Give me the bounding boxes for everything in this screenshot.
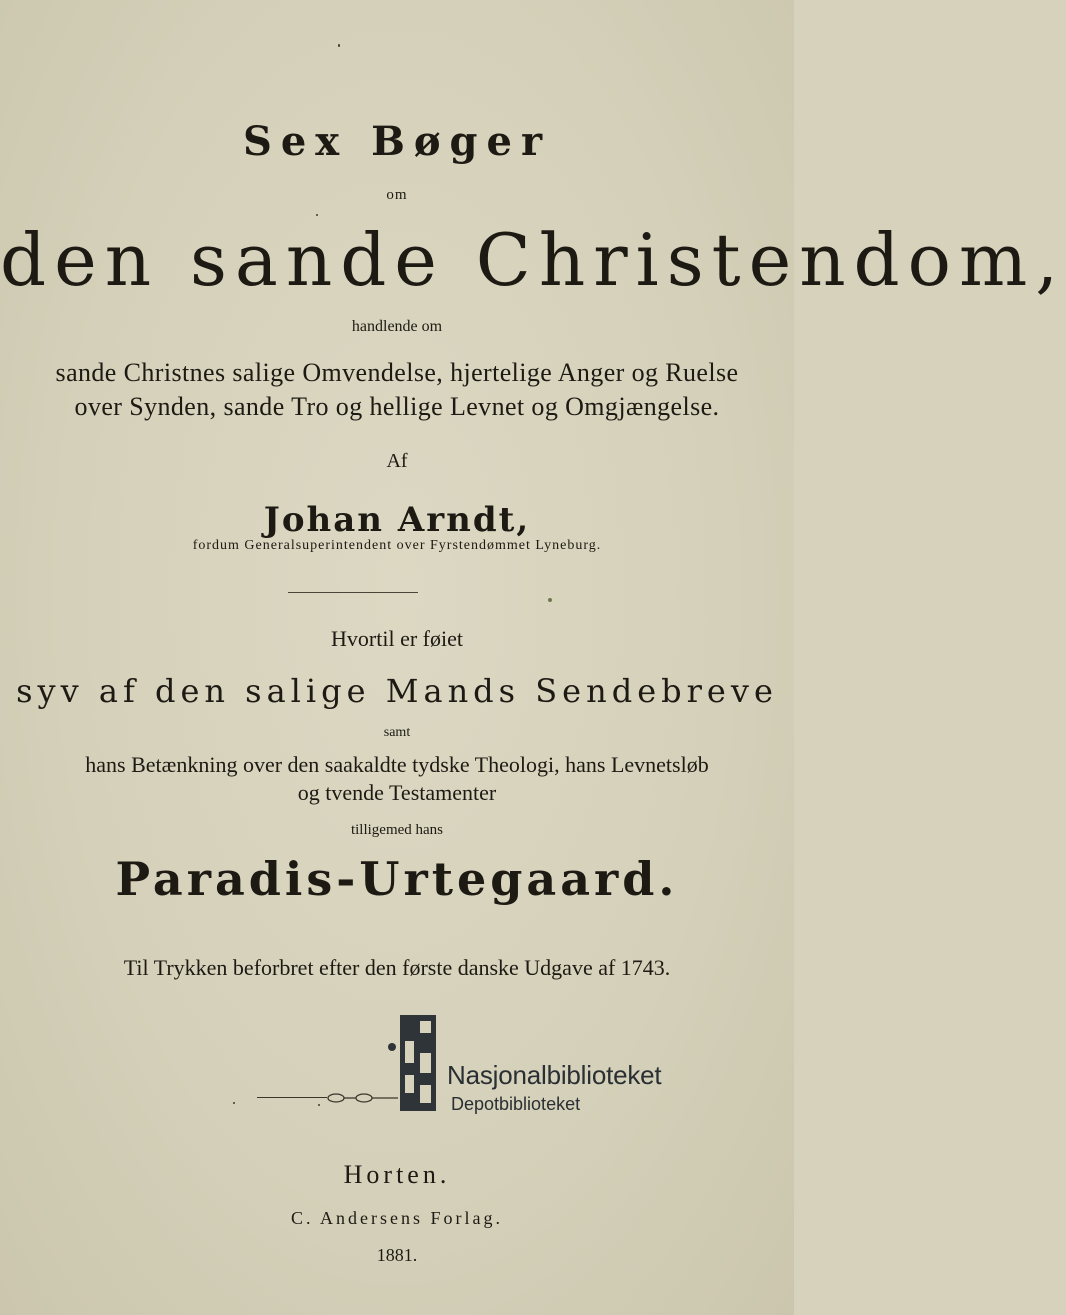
additions-paradis: Paradis-Urtegaard.: [115, 852, 679, 906]
nasjonalbiblioteket-logo-icon: [398, 1015, 438, 1111]
imprint-place: Horten.: [343, 1160, 451, 1189]
paper-speck: [233, 1102, 235, 1104]
title-line-1: Sex Bøger: [242, 118, 552, 165]
additions-samt: samt: [383, 725, 411, 740]
additions-betaenkning-line-2: og tvende Testamenter: [297, 780, 497, 805]
title-handlende: handlende om: [351, 318, 443, 335]
additions-betaenkning-line-1: hans Betænkning over den saakaldte tydske Theologi, hans Levnetsløb: [85, 752, 709, 777]
additions-tilligemed: tilligemed hans: [350, 822, 444, 838]
description-line-1: sande Christnes salige Omvendelse, hjertelige Anger og Ruelse: [55, 358, 739, 387]
title-om: om: [386, 187, 408, 203]
stamp-library-sub: Depotbiblioteket: [451, 1094, 581, 1114]
author-af: Af: [386, 450, 408, 472]
author-name: Johan Arndt,: [263, 500, 531, 540]
stamp-rule: [257, 1097, 327, 1098]
paper-speck: [548, 598, 552, 602]
divider-rule: [288, 592, 418, 593]
imprint-publisher: C. Andersens Forlag.: [291, 1208, 503, 1228]
imprint-year: 1881.: [376, 1245, 418, 1265]
author-title: fordum Generalsuperintendent over Fyrstendømmet Lyneburg.: [192, 538, 602, 553]
additions-syv: syv af den salige Mands Sendebreve: [16, 672, 778, 710]
paper-speck: [316, 214, 318, 216]
additions-hvortil: Hvortil er føiet: [331, 626, 463, 651]
description-line-2: over Synden, sande Tro og hellige Levnet og Omgjængelse.: [74, 392, 720, 421]
edition-note: Til Trykken beforbret efter den første danske Udgave af 1743.: [123, 955, 671, 980]
title-line-2: den sande Christendom,: [0, 218, 1066, 302]
paper-speck: [318, 1104, 320, 1106]
chain-ornament-icon: [322, 1088, 400, 1108]
paper-speck: [338, 44, 340, 47]
stamp-library-name: Nasjonalbiblioteket: [447, 1060, 662, 1090]
